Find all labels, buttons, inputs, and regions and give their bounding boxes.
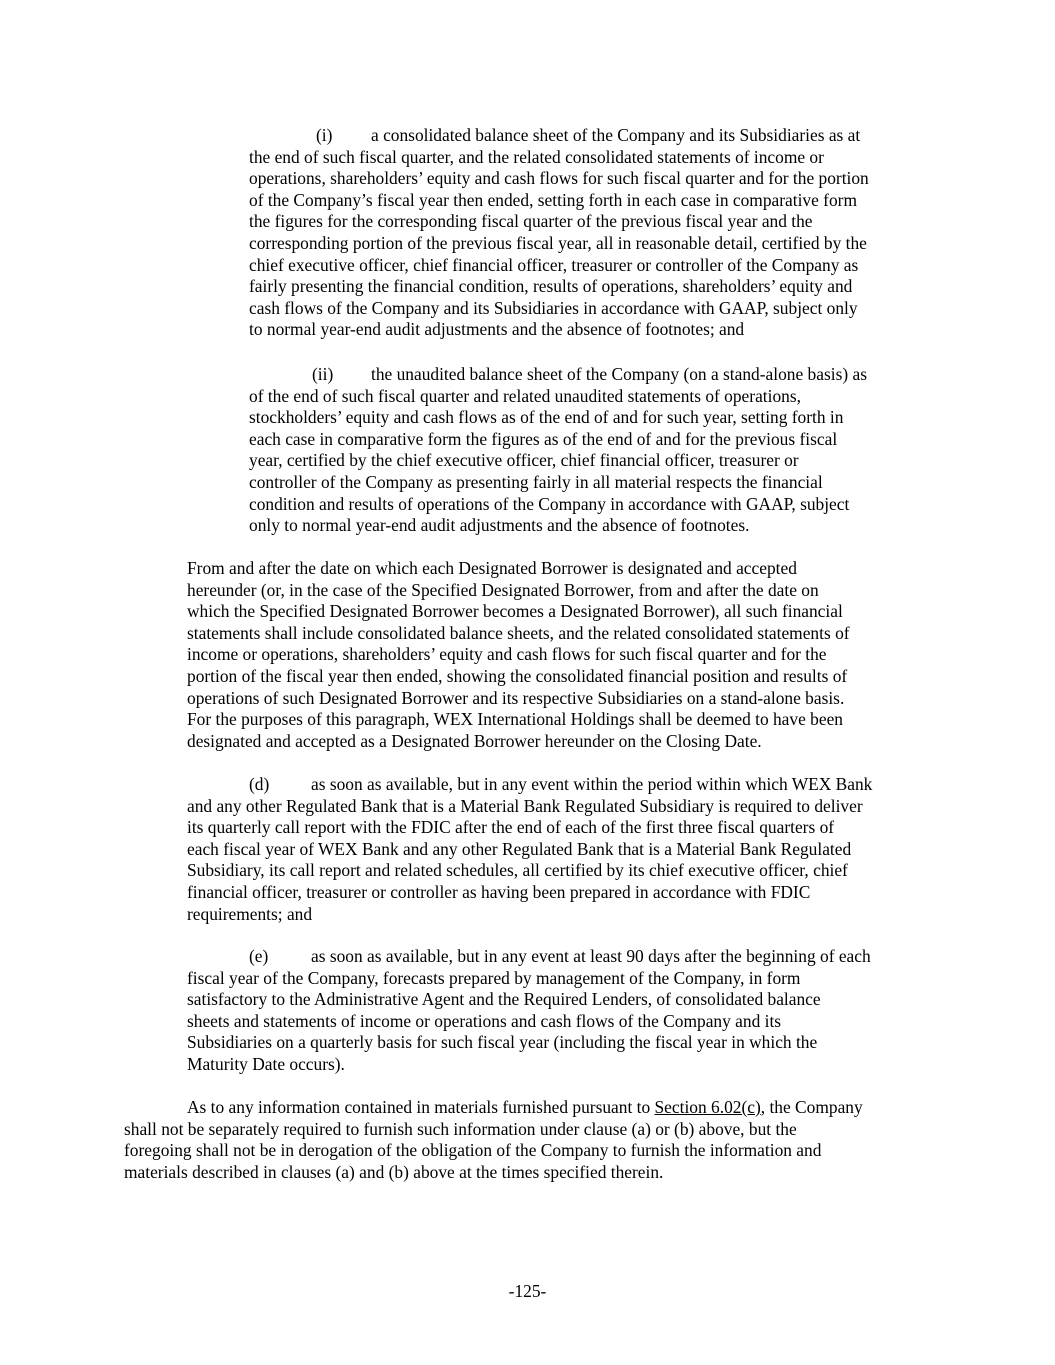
- text-line: the end of such fiscal quarter, and the related consolidated statements of income or: [249, 146, 824, 167]
- text-line: requirements; and: [187, 903, 313, 924]
- text-line: financial officer, treasurer or controller as having been prepared in accordance with FDIC: [187, 881, 811, 902]
- text-line: each fiscal year of WEX Bank and any other Regulated Bank that is a Material Bank Regulated: [187, 838, 852, 859]
- text-line: its quarterly call report with the FDIC after the end of each of the first three fiscal quarters of: [187, 817, 835, 838]
- section-6-02c-reference: Section 6.02(c): [654, 1097, 761, 1117]
- text-line: chief executive officer, chief financial officer, treasurer or controller of the Company as: [249, 254, 859, 275]
- text-line: condition and results of operations of the Company in accordance with GAAP, subject: [249, 493, 850, 514]
- text-line: operations of such Designated Borrower and its respective Subsidiaries on a stand-alone basis.: [187, 687, 845, 708]
- clause-text: as soon as available, but in any event at least 90 days after the beginning of each: [311, 946, 871, 966]
- clause-i: [249, 125, 869, 341]
- text-line: Subsidiary, its call report and related schedules, all certified by its chief executive officer, chief: [187, 860, 848, 881]
- text-line: and any other Regulated Bank that is a Material Bank Regulated Subsidiary is required to deliver: [187, 795, 863, 816]
- text-line: foregoing shall not be in derogation of the obligation of the Company to furnish the information and: [124, 1140, 822, 1161]
- text-line: which the Specified Designated Borrower becomes a Designated Borrower), all such financial: [187, 601, 843, 622]
- text-line: only to normal year-end audit adjustments and the absence of footnotes.: [249, 515, 750, 536]
- clause-label: (ii): [312, 364, 334, 384]
- clause-text: the unaudited balance sheet of the Company (on a stand-alone basis) as: [371, 364, 867, 384]
- text-line: Subsidiaries on a quarterly basis for such fiscal year (including the fiscal year in which the: [187, 1032, 818, 1053]
- text-line: fiscal year of the Company, forecasts prepared by management of the Company, in form: [187, 967, 801, 988]
- text-line: stockholders’ equity and cash flows as of the end of and for such year, setting forth in: [249, 407, 844, 428]
- text-line: Maturity Date occurs).: [187, 1053, 345, 1074]
- closing-paragraph: [124, 1097, 863, 1183]
- text-line: year, certified by the chief executive officer, chief financial officer, treasurer or: [249, 450, 799, 471]
- page-number: -125-: [508, 1281, 547, 1301]
- clause-text: as soon as available, but in any event within the period within which WEX Bank: [311, 774, 873, 794]
- text-line: of the end of such fiscal quarter and related unaudited statements of operations,: [249, 385, 801, 406]
- text-line: the figures for the corresponding fiscal quarter of the previous fiscal year and the: [249, 211, 813, 232]
- clause-label: (e): [249, 946, 269, 966]
- clause-label: (i): [316, 125, 333, 145]
- text-line: of the Company’s fiscal year then ended, setting forth in each case in comparative form: [249, 189, 857, 210]
- text-line: operations, shareholders’ equity and cash flows for such fiscal quarter and for the portion: [249, 168, 869, 189]
- clause-d: [187, 774, 872, 925]
- text-line: to normal year-end audit adjustments and the absence of footnotes; and: [249, 319, 745, 340]
- text-line: materials described in clauses (a) and (b) above at the times specified therein.: [124, 1161, 664, 1182]
- text-line: each case in comparative form the figures as of the end of and for the previous fiscal: [249, 428, 838, 449]
- clause-text: a consolidated balance sheet of the Company and its Subsidiaries as at: [371, 125, 861, 145]
- clause-first-line: [249, 364, 867, 386]
- text-line: From and after the date on which each Designated Borrower is designated and accepted: [187, 558, 797, 578]
- clause-first-line: [187, 946, 871, 968]
- clause-first-line: [187, 774, 872, 796]
- closing-first-line: [124, 1097, 863, 1119]
- closing-text-before: As to any information contained in materials furnished pursuant to: [187, 1097, 655, 1117]
- text-line: controller of the Company as presenting fairly in all material respects the financial: [249, 471, 823, 492]
- text-line: income or operations, shareholders’ equity and cash flows for such fiscal quarter and for the: [187, 644, 827, 665]
- text-line: For the purposes of this paragraph, WEX International Holdings shall be deemed to have been: [187, 709, 843, 730]
- text-line: shall not be separately required to furnish such information under clause (a) or (b) above, but the: [124, 1118, 797, 1139]
- clause-label: (d): [249, 774, 270, 794]
- designated-borrower-paragraph: [187, 558, 850, 752]
- text-line: cash flows of the Company and its Subsidiaries in accordance with GAAP, subject only: [249, 297, 858, 318]
- clause-e: [187, 946, 871, 1076]
- text-line: fairly presenting the financial condition, results of operations, shareholders’ equity and: [249, 276, 853, 297]
- text-line: portion of the fiscal year then ended, showing the consolidated financial position and results of: [187, 665, 848, 686]
- text-line: designated and accepted as a Designated Borrower hereunder on the Closing Date.: [187, 730, 762, 751]
- text-line: sheets and statements of income or operations and cash flows of the Company and its: [187, 1010, 782, 1031]
- clause-ii: [249, 364, 867, 537]
- text-line: corresponding portion of the previous fiscal year, all in reasonable detail, certified by the: [249, 232, 867, 253]
- clause-first-line: [249, 125, 869, 147]
- text-line: statements shall include consolidated balance sheets, and the related consolidated statements of: [187, 622, 850, 643]
- closing-text-after: , the Company: [760, 1097, 863, 1117]
- text-line: hereunder (or, in the case of the Specified Designated Borrower, from and after the date on: [187, 579, 819, 600]
- text-line: satisfactory to the Administrative Agent and the Required Lenders, of consolidated balance: [187, 989, 821, 1010]
